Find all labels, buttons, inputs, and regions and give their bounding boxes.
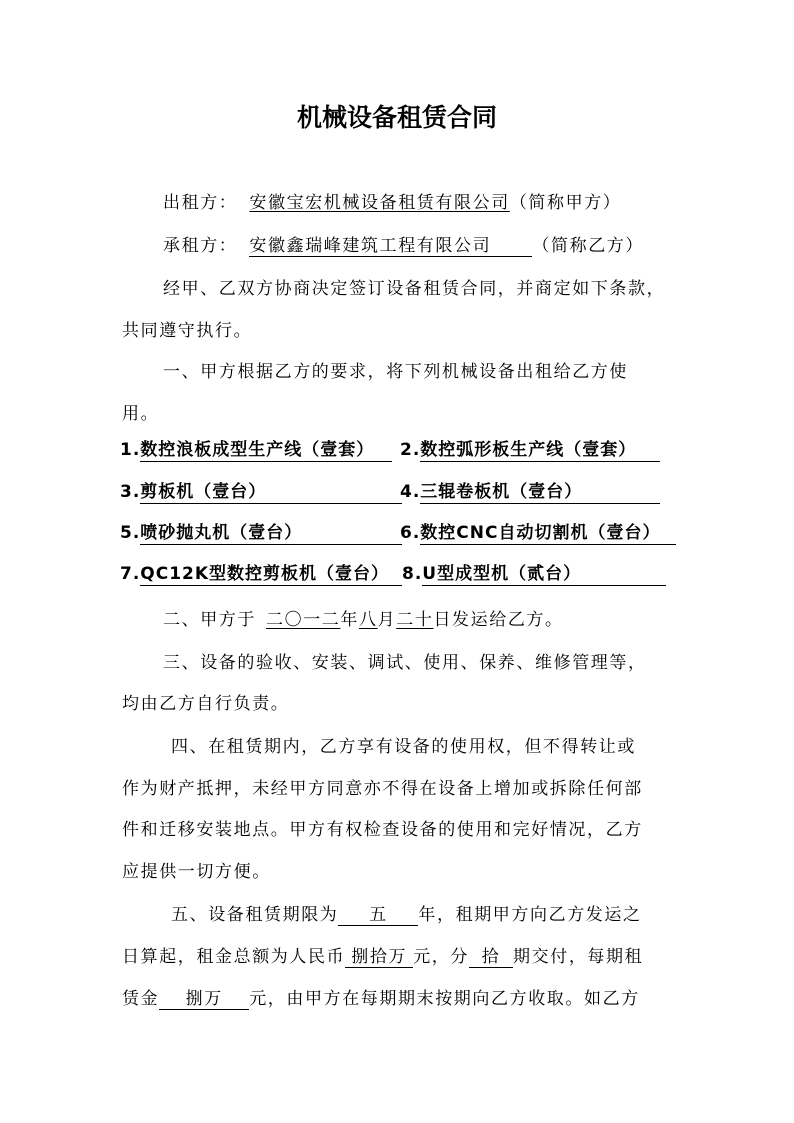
equipment-item-2: [400, 440, 660, 462]
lessor-label: 出租方：: [163, 193, 238, 213]
equipment-no: 3.: [120, 482, 141, 502]
intro-line-1: 经甲、乙双方协商决定签订设备租赁合同，并商定如下条款，: [163, 279, 666, 299]
clause5-l2-prefix: 日算起，租金总额为人民币: [122, 947, 346, 967]
lessee-line: [163, 231, 644, 257]
ship-day: 二十: [396, 610, 434, 630]
equipment-no: 1.: [120, 440, 141, 460]
clause5-l3-prefix: 赁金: [122, 989, 160, 1009]
clause5-line-1: [171, 900, 642, 926]
lessor-line: [163, 188, 621, 213]
clause5-l3-suffix: 元，由甲方在每期期末按期向乙方收取。如乙方: [249, 989, 640, 1009]
month-unit: 月: [377, 610, 397, 630]
lessor-name: 安徽宝宏机械设备租赁有限公司: [249, 193, 510, 213]
clause4-line-1: 四、在租赁期内，乙方享有设备的使用权，但不得转让或: [171, 737, 636, 757]
equipment-item-5: [120, 523, 402, 545]
equipment-item-1: [120, 440, 392, 462]
clause5-l2-mid: 元，分: [413, 947, 470, 967]
equipment-no: 8.: [402, 564, 423, 584]
equipment-no: 2.: [400, 440, 421, 460]
year-unit: 年: [340, 610, 360, 630]
clause4-line-2: 作为财产抵押，未经甲方同意亦不得在设备上增加或拆除任何部: [122, 779, 643, 799]
clause5-line-3: [122, 984, 640, 1010]
equipment-item-8: [402, 564, 666, 586]
equipment-name: U型成型机（贰台）: [422, 564, 666, 586]
clause1-line-2: 用。: [122, 404, 160, 424]
equipment-name: 数控弧形板生产线（壹套）: [420, 440, 660, 462]
equipment-item-6: [400, 523, 676, 545]
clause2-line: [163, 605, 564, 630]
equipment-name: QC12K型数控剪板机（壹台）: [140, 564, 402, 586]
total-rent: 捌拾万: [345, 947, 413, 968]
equipment-name: 喷砂抛丸机（壹台）: [140, 523, 402, 545]
lessee-name: 安徽鑫瑞峰建筑工程有限公司: [249, 236, 532, 257]
clause5-line-2: [122, 942, 643, 968]
equipment-item-4: [400, 482, 660, 504]
equipment-name: 数控CNC自动切割机（壹台）: [420, 523, 676, 545]
clause5-l1-prefix: 五、设备租赁期限为: [171, 905, 339, 925]
clause4-line-4: 应提供一切方便。: [122, 862, 271, 882]
ship-month: 八: [359, 610, 378, 630]
equipment-no: 7.: [120, 564, 141, 584]
installment-count: 拾: [469, 947, 513, 968]
equipment-item-3: [120, 482, 402, 504]
lessor-abbr: （简称甲方）: [509, 193, 622, 213]
clause2-prefix: 二、甲方于: [163, 610, 256, 630]
clause5-l1-suffix: 年，租期甲方向乙方发运之: [418, 905, 642, 925]
clause3-line-2: 均由乙方自行负责。: [122, 694, 290, 714]
equipment-no: 5.: [120, 523, 141, 543]
lessee-label: 承租方：: [163, 236, 238, 256]
clause1-line-1: 一、甲方根据乙方的要求，将下列机械设备出租给乙方使: [163, 362, 628, 382]
document-title: 机械设备租赁合同: [296, 103, 497, 132]
equipment-name: 数控浪板成型生产线（壹套）: [140, 440, 392, 462]
ship-year: 二〇一二: [266, 610, 341, 630]
clause4-line-3: 件和迁移安装地点。甲方有权检查设备的使用和完好情况，乙方: [122, 820, 643, 840]
equipment-item-7: [120, 564, 402, 586]
equipment-name: 剪板机（壹台）: [140, 482, 402, 504]
rent-per-period: 捌万: [159, 989, 249, 1010]
lease-term: 五: [338, 905, 418, 926]
clause5-l2-suffix: 期交付，每期租: [513, 947, 644, 967]
equipment-no: 4.: [400, 482, 421, 502]
lessee-abbr: （简称乙方）: [532, 236, 645, 256]
clause3-line-1: 三、设备的验收、安装、调试、使用、保养、维修管理等，: [163, 653, 647, 673]
equipment-name: 三辊卷板机（壹台）: [420, 482, 660, 504]
clause2-suffix: 日发运给乙方。: [433, 610, 564, 630]
equipment-no: 6.: [400, 523, 421, 543]
intro-line-2: 共同遵守执行。: [122, 321, 253, 341]
